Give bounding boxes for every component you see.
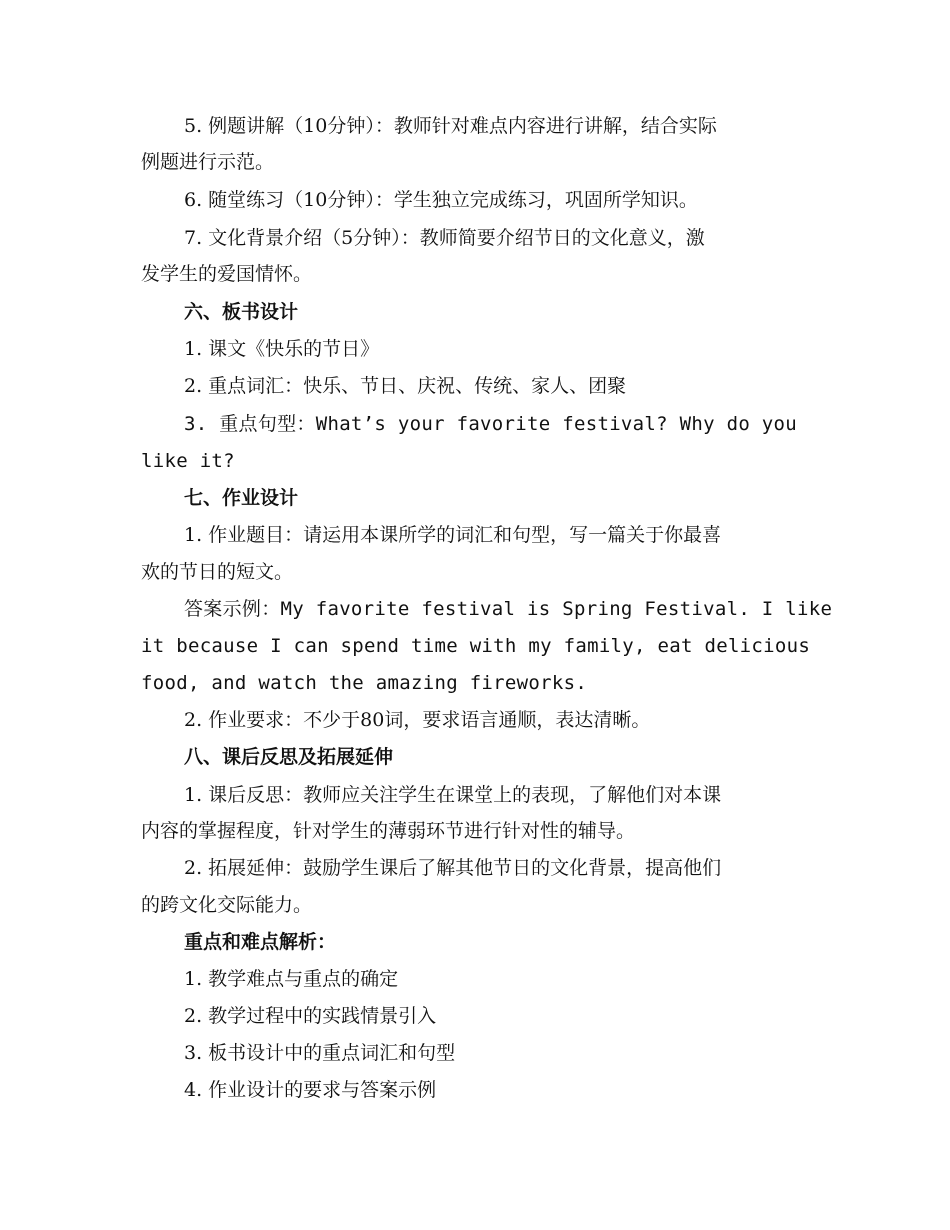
text-line: 例题进行示范。 [141, 151, 275, 173]
text-line: 2. 重点词汇：快乐、节日、庆祝、传统、家人、团聚 [184, 375, 627, 397]
text-line: 3. 板书设计中的重点词汇和句型 [184, 1042, 456, 1064]
text-line: 7. 文化背景介绍（5分钟）：教师简要介绍节日的文化意义，激 [184, 227, 705, 249]
text-line: 内容的掌握程度，针对学生的薄弱环节进行针对性的辅导。 [141, 820, 636, 842]
text-line: it because I can spend time with my family, eat delicious [141, 635, 811, 657]
text-line: 1. 课后反思：教师应关注学生在课堂上的表现，了解他们对本课 [184, 784, 722, 806]
text-line: 1. 教学难点与重点的确定 [184, 968, 399, 990]
text-line: 1. 课文《快乐的节日》 [184, 338, 380, 360]
section-heading: 六、板书设计 [184, 301, 299, 323]
section-heading: 七、作业设计 [184, 487, 299, 509]
text-line: 2. 作业要求：不少于80词，要求语言通顺，表达清晰。 [184, 709, 651, 731]
text-line: like it? [141, 450, 235, 472]
section-heading: 重点和难点解析： [184, 931, 337, 953]
section-heading: 八、课后反思及拓展延伸 [184, 746, 394, 768]
text-line: 6. 随堂练习（10分钟）：学生独立完成练习，巩固所学知识。 [184, 189, 698, 211]
text-line: 2. 拓展延伸：鼓励学生课后了解其他节日的文化背景，提高他们 [184, 857, 722, 879]
text-line: food, and watch the amazing fireworks. [141, 672, 588, 694]
text-line: 2. 教学过程中的实践情景引入 [184, 1005, 437, 1027]
text-line: 的跨文化交际能力。 [141, 894, 313, 916]
text-line: 1. 作业题目：请运用本课所学的词汇和句型，写一篇关于你最喜 [184, 524, 722, 546]
text-line: 答案示例：My favorite festival is Spring Festival. I like [184, 598, 833, 620]
text-line: 3. 重点句型：What’s your favorite festival? Why do you [184, 413, 798, 435]
text-line: 5. 例题讲解（10分钟）：教师针对难点内容进行讲解，结合实际 [184, 115, 717, 137]
text-line: 欢的节日的短文。 [141, 561, 294, 583]
text-line: 发学生的爱国情怀。 [141, 263, 313, 285]
text-line: 4. 作业设计的要求与答案示例 [184, 1079, 437, 1101]
